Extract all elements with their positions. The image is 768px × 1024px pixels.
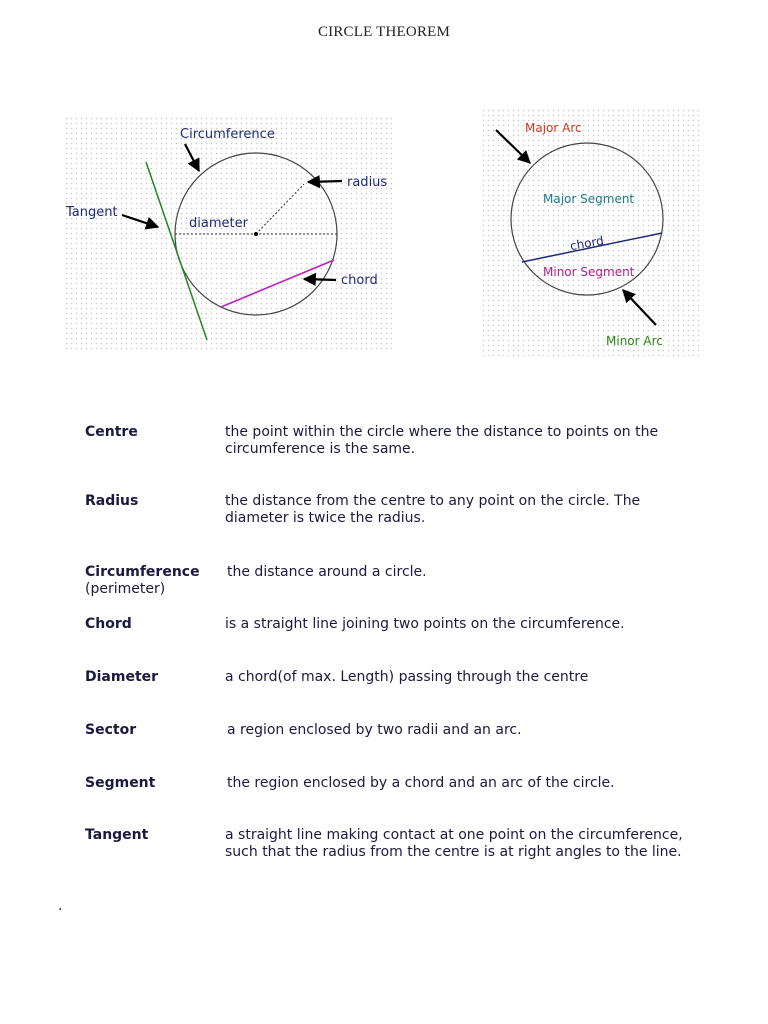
tangent-arrow: [122, 215, 158, 227]
term-sector: Sector: [85, 722, 137, 738]
term-circumference: [85, 564, 200, 598]
chord-label: chord: [341, 273, 378, 288]
footer-mark: .: [58, 898, 63, 914]
centre-point: [254, 232, 258, 236]
chord-arrow: [304, 279, 336, 280]
term-tangent: Tangent: [85, 827, 149, 843]
tangent-line: [146, 162, 207, 340]
term-centre: Centre: [85, 424, 138, 440]
arcs-segments-diagram: [481, 108, 702, 356]
circumference-label: Circumference: [180, 127, 275, 142]
major-arc-label: Major Arc: [525, 121, 582, 135]
segment-chord-label: chord: [568, 233, 605, 254]
definition-radius: the distance from the centre to any point on the circle. The diameter is twice the radius.: [225, 493, 641, 526]
definition-circumference: the distance around a circle.: [227, 564, 427, 580]
radius-arrow: [308, 181, 342, 182]
definition-centre: the point within the circle where the distance to points on the circumference is the same.: [225, 424, 659, 457]
diameter-label: diameter: [189, 216, 248, 231]
definition-tangent: a straight line making contact at one point on the circumference, such that the radius from the centre is at right angles to the line.: [225, 827, 683, 860]
minor-segment-label: Minor Segment: [543, 265, 635, 279]
radius-label: radius: [347, 175, 388, 190]
definition-chord: is a straight line joining two points on the circumference.: [225, 616, 625, 632]
circle-parts-svg: [64, 116, 392, 352]
minor-arc-arrow: [623, 290, 656, 325]
chord-line: [221, 260, 334, 307]
tangent-label: Tangent: [66, 205, 118, 220]
circle-parts-diagram: [64, 116, 392, 352]
term-circumference-sub: (perimeter): [85, 581, 166, 597]
term-circumference-label: Circumference: [85, 564, 200, 580]
radius-line: [256, 184, 304, 234]
page-title: CIRCLE THEOREM: [317, 24, 451, 40]
term-diameter: Diameter: [85, 669, 159, 685]
term-chord: Chord: [85, 616, 132, 632]
definition-segment: the region enclosed by a chord and an arc of the circle.: [227, 775, 615, 791]
definition-sector: a region enclosed by two radii and an arc.: [227, 722, 522, 738]
definition-diameter: a chord(of max. Length) passing through the centre: [225, 669, 589, 685]
term-segment: Segment: [85, 775, 156, 791]
term-radius: Radius: [85, 493, 139, 509]
circumference-arrow: [185, 144, 199, 171]
arcs-segments-svg: [481, 108, 702, 356]
major-segment-label: Major Segment: [543, 192, 635, 206]
minor-arc-label: Minor Arc: [606, 334, 663, 348]
